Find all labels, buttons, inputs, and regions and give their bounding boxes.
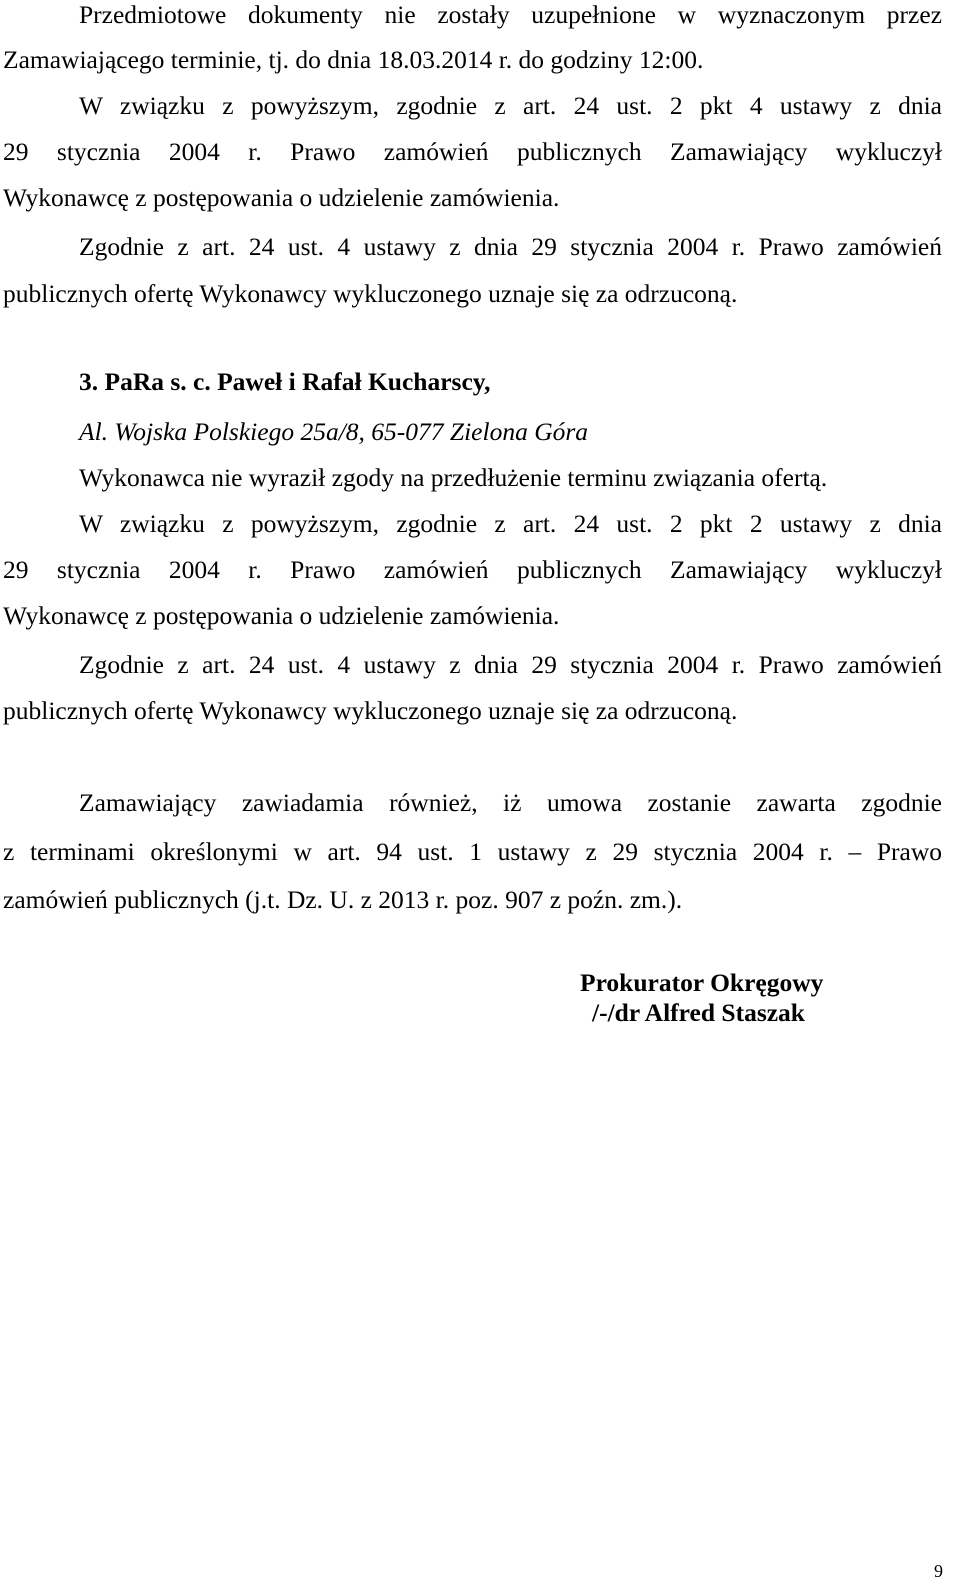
paragraph-1-line-1: Przedmiotowe dokumenty nie zostały uzupełnione w wyznaczonym przez [79, 0, 942, 29]
paragraph-1-line-2: Zamawiającego terminie, tj. do dnia 18.03.2014 r. do godziny 12:00. [3, 45, 704, 74]
signature-title: Prokurator Okręgowy [580, 968, 824, 997]
paragraph-3-line-2: publicznych ofertę Wykonawcy wykluczonego uznaje się za odrzuconą. [3, 279, 738, 308]
paragraph-4-line-2: 29 stycznia 2004 r. Prawo zamówień publicznych Zamawiający wykluczył [3, 555, 942, 584]
paragraph-2-line-2: 29 stycznia 2004 r. Prawo zamówień publicznych Zamawiający wykluczył [3, 137, 942, 166]
section-3-line-1: Wykonawca nie wyraził zgody na przedłużenie terminu związania ofertą. [79, 463, 828, 492]
section-3-heading: 3. PaRa s. c. Paweł i Rafał Kucharscy, [79, 367, 491, 396]
paragraph-6-line-3: zamówień publicznych (j.t. Dz. U. z 2013 r. poz. 907 z poźn. zm.). [3, 885, 683, 914]
paragraph-2-line-1: W związku z powyższym, zgodnie z art. 24 ust. 2 pkt 4 ustawy z dnia [79, 91, 942, 120]
paragraph-3-line-1: Zgodnie z art. 24 ust. 4 ustawy z dnia 29 stycznia 2004 r. Prawo zamówień [79, 232, 942, 261]
section-3-address: Al. Wojska Polskiego 25a/8, 65-077 Zielona Góra [79, 417, 589, 446]
paragraph-2-line-3: Wykonawcę z postępowania o udzielenie zamówienia. [3, 183, 560, 212]
page-number: 9 [934, 1561, 943, 1581]
paragraph-4-line-3: Wykonawcę z postępowania o udzielenie zamówienia. [3, 601, 560, 630]
paragraph-6-line-2: z terminami określonymi w art. 94 ust. 1 ustawy z 29 stycznia 2004 r. – Prawo [3, 837, 942, 866]
paragraph-6-line-1: Zamawiający zawiadamia również, iż umowa zostanie zawarta zgodnie [79, 788, 942, 817]
paragraph-5-line-2: publicznych ofertę Wykonawcy wykluczonego uznaje się za odrzuconą. [3, 696, 738, 725]
paragraph-4-line-1: W związku z powyższym, zgodnie z art. 24 ust. 2 pkt 2 ustawy z dnia [79, 509, 942, 538]
paragraph-5-line-1: Zgodnie z art. 24 ust. 4 ustawy z dnia 29 stycznia 2004 r. Prawo zamówień [79, 650, 942, 679]
signature-name: /-/dr Alfred Staszak [592, 998, 805, 1027]
